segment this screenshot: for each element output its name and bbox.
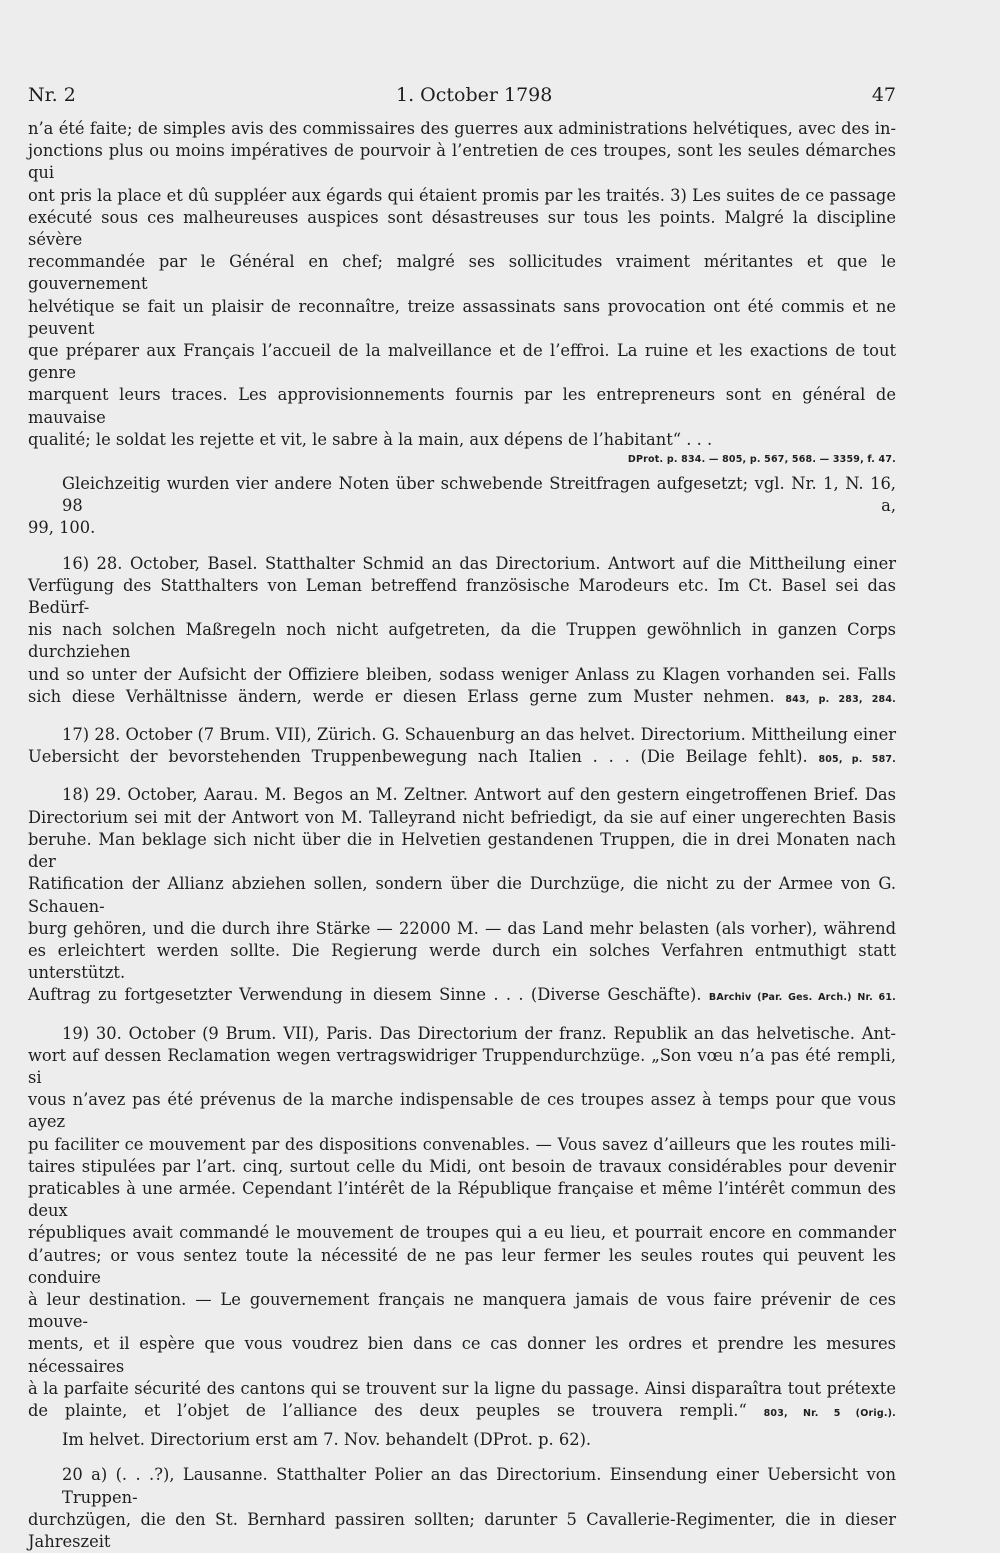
text-line <box>28 746 896 771</box>
paragraph <box>28 553 896 711</box>
text-line: qualité; le soldat les rejette et vit, le sabre à la main, aux dépens de l’habitant“ . . . <box>28 429 713 449</box>
paragraph <box>28 118 896 469</box>
text-line: burg gehören, und die durch ihre Stärke — 22000 M. — das Land mehr belasten (als vorher), während <box>28 918 896 938</box>
paragraph <box>28 1464 896 1553</box>
text-line: beruhe. Man beklage sich nicht über die in Helvetien gestandenen Truppen, die in drei Monaten nach der <box>28 829 896 872</box>
text-line: recommandée par le Général en chef; malgré ses sollicitudes vraiment méritantes et que le gouvernement <box>28 252 896 294</box>
text-line: Gleichzeitig wurden vier andere Noten über schwebende Streitfragen aufgesetzt; vgl. Nr. 1, N. 16, 98 a, <box>62 474 896 516</box>
text-line: taires stipulées par l’art. cinq, surtout celle du Midi, ont besoin de travaux considérables pour devenir <box>28 1156 896 1176</box>
paragraph-gap <box>28 1010 896 1023</box>
document-number: Nr. 2 <box>28 84 76 106</box>
text-line: praticables à une armée. Cependant l’intérêt de la République française et même l’intérêt commun des deux <box>28 1178 896 1221</box>
text-line: wort auf dessen Reclamation wegen vertragswidriger Truppendurchzüge. „Son vœu n’a pas été rempli, si <box>28 1045 896 1087</box>
paragraph-gap <box>28 540 896 553</box>
header-date: 1. October 1798 <box>396 84 553 106</box>
text-line-content: de plainte, et l’objet de l’alliance des deux peuples se trouvera rempli.“ <box>28 1400 747 1420</box>
text-line: que préparer aux Français l’accueil de la malveillance et de l’effroi. La ruine et les exactions de tout genre <box>28 341 896 383</box>
text-line: Verfügung des Statthalters von Leman betreffend französische Marodeurs etc. Im Ct. Basel sei das Bedürf- <box>28 575 896 618</box>
text-line: 18) 29. October, Aarau. M. Begos an M. Zeltner. Antwort auf den gestern eingetroffenen Brief. Das <box>62 785 896 805</box>
paragraph-gap <box>28 771 896 784</box>
text-line: und so unter der Aufsicht der Offiziere bleiben, sodass weniger Anlass zu Klagen vorhanden sei. Falls <box>28 664 896 684</box>
text-line <box>28 984 896 1009</box>
text-line: marquent leurs traces. Les approvisionnements fournis par les entrepreneurs sont en général de mauvaise <box>28 385 896 427</box>
archive-reference: 805, p. 587. <box>818 754 896 766</box>
document-body <box>28 118 896 1553</box>
text-line: Im helvet. Directorium erst am 7. Nov. behandelt (DProt. p. 62). <box>62 1430 592 1450</box>
paragraph <box>28 473 896 540</box>
text-line: Ratification der Allianz abziehen sollen, sondern über die Durchzüge, die nicht zu der Armee von G. Schauen- <box>28 874 896 916</box>
text-line: nis nach solchen Maßregeln noch nicht aufgetreten, da die Truppen gewöhnlich in ganzen Corps durchziehen <box>28 620 896 662</box>
text-line: exécuté sous ces malheureuses auspices sont désastreuses sur tous les points. Malgré la discipline sévère <box>28 207 896 250</box>
text-line: Directorium sei mit der Antwort von M. Talleyrand nicht befriedigt, da sie auf einer ungerechten Basis <box>28 807 896 827</box>
text-line: à la parfaite sécurité des cantons qui se trouvent sur la ligne du passage. Ainsi disparaîtra tout prétexte <box>28 1378 896 1398</box>
text-line <box>28 686 896 711</box>
text-line: helvétique se fait un plaisir de reconnaître, treize assassinats sans provocation ont été commis et ne peuvent <box>28 296 896 338</box>
text-line: 17) 28. October (7 Brum. VII), Zürich. G. Schauenburg an das helvet. Directorium. Mittheilung einer <box>62 725 896 745</box>
text-line: ments, et il espère que vous voudrez bien dans ce cas donner les ordres et prendre les mesures nécessaires <box>28 1334 896 1376</box>
text-line: n’a été faite; de simples avis des commissaires des guerres aux administrations helvétiques, avec des in- <box>28 119 896 138</box>
text-line: 99, 100. <box>28 518 96 538</box>
text-line: es erleichtert werden sollte. Die Regierung werde durch ein solches Verfahren entmuthigt statt unterstützt. <box>28 940 896 983</box>
text-line: républiques avait commandé le mouvement de troupes qui a eu lieu, et pourrait encore en commander <box>28 1223 896 1243</box>
paragraph <box>28 1023 896 1426</box>
paragraph-gap <box>28 711 896 724</box>
text-line <box>28 1400 896 1425</box>
text-line: vous n’avez pas été prévenus de la marche indispensable de ces troupes assez à temps pour que vous ayez <box>28 1090 896 1132</box>
paragraph <box>28 784 896 1009</box>
text-line: à leur destination. — Le gouvernement français ne manquera jamais de vous faire prévenir de ces mouve- <box>28 1289 896 1332</box>
text-line: 19) 30. October (9 Brum. VII), Paris. Das Directorium der franz. Republik an das helvetische. Ant- <box>62 1023 896 1043</box>
text-line: 20 a) (. . .?), Lausanne. Statthalter Polier an das Directorium. Einsendung einer Uebersicht von Truppen- <box>62 1465 896 1507</box>
archive-reference: 843, p. 283, 284. <box>785 693 896 705</box>
archive-reference: 803, Nr. 5 (Orig.). <box>763 1407 896 1419</box>
archive-reference: DProt. p. 834. — 805, p. 567, 568. — 3359, f. 47. <box>627 454 896 466</box>
paragraph <box>28 724 896 771</box>
page-number: 47 <box>871 84 896 106</box>
text-line-content: sich diese Verhältnisse ändern, werde er diesen Erlass gerne zum Muster nehmen. <box>28 686 775 706</box>
text-line-content: Uebersicht der bevorstehenden Truppenbewegung nach Italien . . . (Die Beilage fehlt). <box>28 747 808 767</box>
text-line: d’autres; or vous sentez toute la nécessité de ne pas leur fermer les seules routes qui peuvent les conduire <box>28 1245 896 1287</box>
paragraph-gap <box>28 1451 896 1464</box>
text-line-content: Auftrag zu fortgesetzter Verwendung in diesem Sinne . . . (Diverse Geschäfte). <box>28 985 702 1005</box>
page-header <box>28 84 896 114</box>
text-line: ont pris la place et dû suppléer aux égards qui étaient promis par les traités. 3) Les suites de ce passage <box>28 185 896 205</box>
archive-reference: BArchiv (Par. Ges. Arch.) Nr. 61. <box>708 992 896 1004</box>
paragraph <box>28 1429 896 1451</box>
text-line: jonctions plus ou moins impératives de pourvoir à l’entretien de ces troupes, sont les seules démarches qui <box>28 141 896 183</box>
text-line: durchzügen, die den St. Bernhard passiren sollten; darunter 5 Cavallerie-Regimenter, die in dieser Jahreszeit <box>28 1509 896 1551</box>
text-line: 16) 28. October, Basel. Statthalter Schmid an das Directorium. Antwort auf die Mittheilung einer <box>62 553 896 573</box>
text-line: pu faciliter ce mouvement par des dispositions convenables. — Vous savez d’ailleurs que les routes mili- <box>28 1134 896 1154</box>
